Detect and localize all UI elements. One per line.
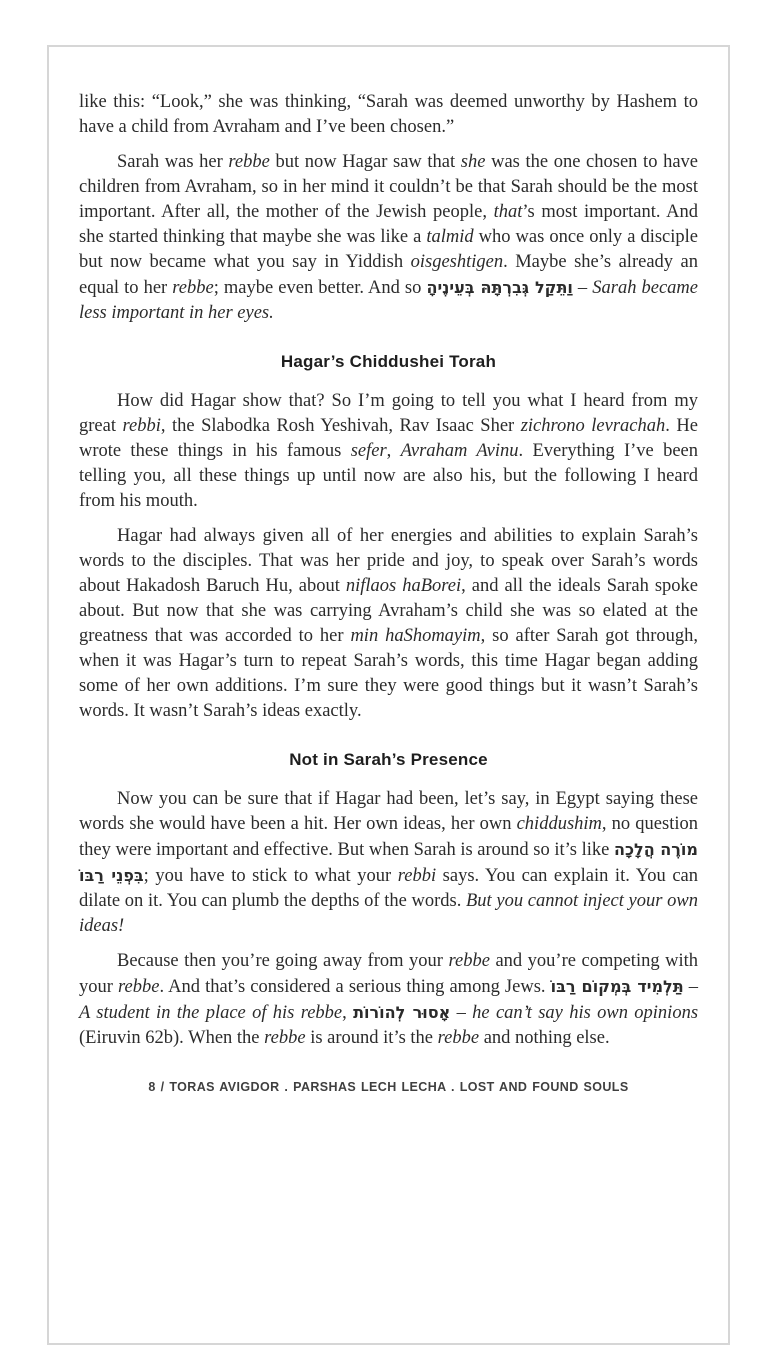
paragraph bbox=[79, 389, 698, 514]
text-run: talmid bbox=[426, 227, 474, 247]
text-run: but now Hagar saw that bbox=[269, 152, 461, 172]
text-run: But you cannot inject your own ideas! bbox=[79, 891, 698, 936]
text-run: Sarah became less important in her eyes. bbox=[79, 278, 699, 323]
text-run: , bbox=[342, 1003, 354, 1023]
hebrew-phrase: אָסוּר לְהוֹרוֹת bbox=[353, 1003, 451, 1022]
text-run: rebbe bbox=[264, 1028, 306, 1048]
text-run: rebbi bbox=[397, 866, 437, 886]
text-run: Now you can be sure that if Hagar had been, let’s say, in Egypt saying these words she would have been a hit. Her own ideas, her own bbox=[79, 789, 698, 834]
text-run: oisgeshtigen bbox=[410, 252, 504, 272]
text-run: – bbox=[450, 1003, 473, 1023]
text-run: A student in the place of his rebbe bbox=[79, 1003, 343, 1023]
page-footer: 8 / TORAS AVIGDOR . PARSHAS LECH LECHA . LOST AND FOUND SOULS bbox=[148, 1080, 629, 1094]
paragraph bbox=[79, 787, 698, 939]
text-run: and nothing else. bbox=[479, 1028, 610, 1048]
text-run: rebbe bbox=[448, 951, 490, 971]
text-run: . Maybe she’s already an equal to her bbox=[79, 252, 698, 298]
paragraph bbox=[79, 90, 698, 140]
hebrew-phrase: וַתֵּקַל גְּבִרְתָּהּ בְּעֵינֶיהָ bbox=[426, 278, 573, 297]
text-run: chiddushim bbox=[516, 814, 602, 834]
text-run: How did Hagar show that? So I’m going to tell you what I heard from my great bbox=[79, 391, 698, 436]
text-run: sefer bbox=[350, 441, 387, 461]
text-run: , bbox=[386, 441, 401, 461]
text-run: rebbi bbox=[122, 416, 161, 436]
text-run: – bbox=[572, 278, 593, 298]
text-run: rebbe bbox=[172, 278, 214, 298]
text-run: , no question they were important and effective. But when Sarah is around so it’s like bbox=[79, 814, 698, 860]
text-run: that bbox=[493, 202, 523, 222]
hebrew-phrase: מוֹרֶה הֲלָכָה בִּפְנֵי רַבּוֹ bbox=[79, 840, 698, 885]
hebrew-phrase: תַּלְמִיד בְּמְקוֹם רַבּוֹ bbox=[550, 977, 684, 996]
text-run: Hagar had always given all of her energies and abilities to explain Sarah’s words to the disciples. That was her pride and joy, to speak over Sarah’s words about Hakadosh Baruch Hu, about bbox=[79, 526, 698, 596]
text-run: Because then you’re going away from your bbox=[117, 951, 449, 971]
article-body bbox=[79, 90, 698, 1051]
text-run: rebbe bbox=[437, 1028, 480, 1048]
text-run: ; you have to stick to what your bbox=[143, 866, 398, 886]
text-run: – bbox=[683, 977, 699, 997]
paragraph bbox=[79, 150, 698, 326]
text-run: she bbox=[460, 152, 486, 172]
text-run: says. You can explain it. You can dilate on it. You can plumb the depths of the words. bbox=[79, 866, 698, 911]
text-run: niflaos haBorei bbox=[345, 576, 462, 596]
text-run: . He wrote these things in his famous bbox=[79, 416, 698, 461]
section-heading: Not in Sarah’s Presence bbox=[289, 750, 488, 769]
text-run: , and all the ideals Sarah spoke about. But now that she was carrying Avraham’s child she was so elated at the greatness that was accorded to her bbox=[79, 576, 698, 646]
text-run: who was once only a disciple but now became what you say in Yiddish bbox=[79, 227, 698, 272]
text-run: Sarah was her bbox=[117, 152, 229, 172]
text-run: is around it’s the bbox=[305, 1028, 438, 1048]
text-run: like this: “Look,” she was thinking, “Sarah was deemed unworthy by Hashem to have a child from Avraham and I’ve been chosen.” bbox=[79, 92, 698, 137]
paragraph bbox=[79, 949, 698, 1051]
text-run: rebbe bbox=[118, 977, 160, 997]
text-run: , so after Sarah got through, when it was Hagar’s turn to repeat Sarah’s words, this time Hagar began adding some of her own additions. I’m sure they were good things but it wasn’t Sarah’s words. It wasn’t Sarah’s ideas exactly. bbox=[79, 626, 698, 721]
text-run: zichrono levrachah bbox=[520, 416, 666, 436]
text-run: Avraham Avinu bbox=[400, 441, 519, 461]
text-run: and you’re competing with your bbox=[79, 951, 698, 997]
text-run: (Eiruvin 62b). When the bbox=[79, 1028, 265, 1048]
text-run: ; maybe even better. And so bbox=[213, 278, 427, 298]
text-run: ’s most important. And she started thinking that maybe she was like a bbox=[79, 202, 698, 247]
paragraph bbox=[79, 524, 698, 724]
text-run: was the one chosen to have children from Avraham, so in her mind it couldn’t be that Sarah should be the most important. After all, the mother of the Jewish people, bbox=[79, 152, 698, 222]
section-heading: Hagar’s Chiddushei Torah bbox=[280, 352, 497, 371]
text-run: . Everything I’ve been telling you, all these things up until now are also his, but the following I heard from his mouth. bbox=[79, 441, 698, 511]
book-page bbox=[47, 45, 730, 1345]
text-run: min haShomayim bbox=[350, 626, 481, 646]
text-run: , the Slabodka Rosh Yeshivah, Rav Isaac Sher bbox=[160, 416, 521, 436]
text-run: . And that’s considered a serious thing among Jews. bbox=[159, 977, 551, 997]
text-run: rebbe bbox=[228, 152, 270, 172]
text-run: he can’t say his own opinions bbox=[472, 1003, 699, 1023]
